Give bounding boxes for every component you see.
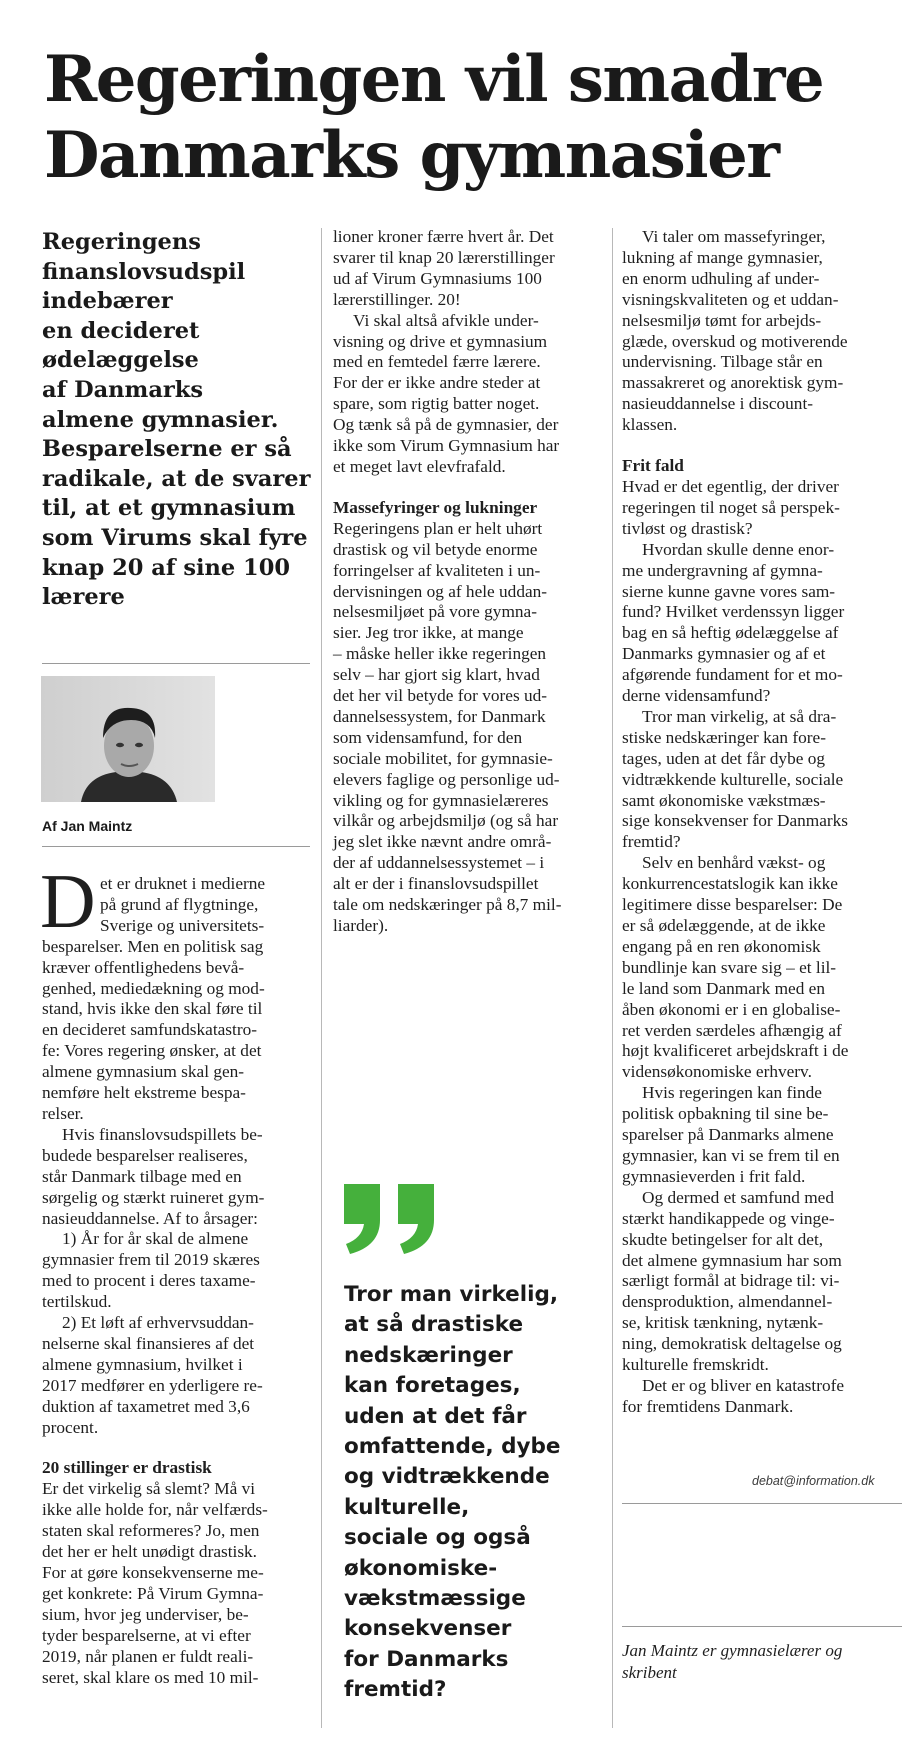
text-line: fremtid? xyxy=(622,832,681,852)
text-line: står Danmark tilbage med en xyxy=(42,1166,242,1186)
text-line: vidensøkonomiske erhverv. xyxy=(622,1062,812,1082)
text-line: densproduktion, almendannel- xyxy=(622,1292,833,1312)
text-line: relser. xyxy=(42,1103,84,1123)
divider xyxy=(622,1626,902,1627)
text-line: 2017 medfører en yderligere re- xyxy=(42,1375,263,1395)
text-line: selv – har gjort sig klart, hvad xyxy=(333,665,540,685)
text-line: det her vil betyde for vores ud- xyxy=(333,686,548,706)
text-line: Og dermed et samfund med xyxy=(642,1187,834,1207)
text-line: jeg slet ikke nævnt andre områ- xyxy=(333,832,552,852)
text-line: ning, demokratisk deltagelse og xyxy=(622,1334,842,1354)
pull-quote-line: Tror man virkelig, xyxy=(344,1282,559,1307)
text-line: Danmarks gymnasier og af et xyxy=(622,644,826,664)
lead-paragraph xyxy=(42,228,312,613)
text-line: nelsesmiljøet på vore gymna- xyxy=(333,602,537,622)
text-line: politisk opbakning til sine be- xyxy=(622,1104,829,1124)
text-line: Hvordan skulle denne enor- xyxy=(642,539,835,559)
text-line: – måske heller ikke regeringen xyxy=(333,644,547,664)
text-line: For der er ikke andre steder at xyxy=(333,373,541,393)
text-line: vikling og for gymnasielæreres xyxy=(333,790,549,810)
text-line: lærerstillinger. 20! xyxy=(333,289,461,309)
text-line: Er det virkelig så slemt? Må vi xyxy=(42,1479,256,1499)
text-line: visningskvaliteten og et uddan- xyxy=(622,289,839,309)
text-line: stiske nedskæringer kan fore- xyxy=(622,727,826,747)
paragraph-gap xyxy=(622,436,902,456)
paragraph-gap xyxy=(42,1438,312,1458)
text-line: bundlinje kan svare sig – et lil- xyxy=(622,957,837,977)
divider xyxy=(42,846,310,847)
headline-line: Regeringen vil smadre xyxy=(44,42,824,117)
text-line: 2) Et løft af erhvervsuddan- xyxy=(62,1313,254,1333)
text-line: elevers faglige og personlige ud- xyxy=(333,769,560,789)
text-line: seret, skal klare os med 10 mil- xyxy=(42,1667,259,1687)
text-line: sierne kunne gavne vores sam- xyxy=(622,581,836,601)
lead-line: Besparelserne er så xyxy=(42,436,292,463)
lead-line: Regeringens xyxy=(42,229,201,255)
text-line: Hvad er det egentlig, der driver xyxy=(622,476,839,496)
lead-line: af Danmarks xyxy=(42,376,204,403)
lead-line: lærere xyxy=(42,584,125,611)
text-line: nasieuddannelse. Af to årsager: xyxy=(42,1208,258,1228)
text-line: almene gymnasium, hvilket i xyxy=(42,1354,243,1374)
pull-quote-line: for Danmarks xyxy=(344,1646,509,1672)
pull-quote-line: fremtid? xyxy=(344,1677,447,1703)
lead-line: radikale, at de svarer xyxy=(42,465,311,492)
text-line: massakreret og anorektisk gym- xyxy=(622,373,844,393)
text-line: regeringen til noget så perspek- xyxy=(622,497,840,517)
byline: Af Jan Maintz xyxy=(42,818,133,834)
text-line: almene gymnasium skal gen- xyxy=(42,1062,245,1082)
text-line: lukning af mange gymnasier, xyxy=(622,247,823,267)
subheading: Massefyringer og lukninger xyxy=(333,497,538,517)
text-line: genhed, mediedækning og mod- xyxy=(42,978,265,998)
text-line: liarder). xyxy=(333,916,389,935)
pull-quote-line: og vidtrækkende xyxy=(344,1464,550,1490)
lead-line: en decideret xyxy=(42,317,200,344)
text-line: ret verden særdeles afhængig af xyxy=(622,1020,842,1040)
text-line: der af uddannelsessystemet – i xyxy=(333,853,545,873)
subheading: 20 stillinger er drastisk xyxy=(42,1458,212,1478)
body-column-1 xyxy=(42,874,312,1688)
pull-quote-line: økonomiske- xyxy=(344,1555,498,1581)
pull-quote-line: sociale og også xyxy=(344,1525,531,1551)
text-line: se, kritisk tænkning, nytænk- xyxy=(622,1313,824,1333)
text-line: det almene gymnasium har som xyxy=(622,1250,842,1270)
text-line: tivløst og drastisk? xyxy=(622,518,753,538)
lead-line: almene gymnasier. xyxy=(42,406,279,433)
text-line: en enorm udhuling af under- xyxy=(622,268,820,288)
text-line: Og tænk så på de gymnasier, der xyxy=(333,415,559,435)
lead-line: som Virums skal fyre xyxy=(42,524,308,551)
divider xyxy=(622,1503,902,1504)
text-line: Hvis finanslovsudspillets be- xyxy=(62,1124,263,1144)
text-line: glæde, overskud og motiverende xyxy=(622,331,848,351)
text-line: nelsesmiljø tømt for arbejds- xyxy=(622,310,822,330)
lead-line: ødelæggelse xyxy=(42,347,199,374)
text-line: legitimere disse besparelser: De xyxy=(622,895,843,915)
text-line: le land som Danmark med en xyxy=(622,978,825,998)
divider xyxy=(42,663,310,664)
headline-line: Danmarks gymnasier xyxy=(44,118,779,193)
text-line: staten skal reformeres? Jo, men xyxy=(42,1521,260,1541)
subheading: Frit fald xyxy=(622,456,684,476)
headline xyxy=(44,42,904,194)
pull-quote-line: vækstmæssige xyxy=(344,1586,526,1612)
text-line: spare, som rigtig batter noget. xyxy=(333,394,540,414)
text-line: get konkrete: På Virum Gymna- xyxy=(42,1583,264,1603)
text-line: åben økonomi er i en globalise- xyxy=(622,999,841,1019)
text-line: sium, hvor jeg underviser, be- xyxy=(42,1604,249,1624)
pull-quote-line: kulturelle, xyxy=(344,1494,470,1520)
text-line: tale om nedskæringer på 8,7 mil- xyxy=(333,895,562,915)
text-line: Vi taler om massefyringer, xyxy=(642,227,826,246)
text-line: er så ødelæggende, at de ikke xyxy=(622,916,826,935)
text-line: gymnasieverden i frit fald. xyxy=(622,1166,806,1186)
text-line: vidtrækkende kulturelle, sociale xyxy=(622,769,844,789)
text-line: lioner kroner færre hvert år. Det xyxy=(333,227,554,246)
lead-line: finanslovsudspil xyxy=(42,258,246,285)
text-line: fund? Hvilket verdenssyn ligger xyxy=(622,602,845,622)
lead-line: knap 20 af sine 100 xyxy=(42,554,291,581)
text-line: besparelser. Men en politisk sag xyxy=(42,936,264,956)
text-line: dannelsessystem, for Danmark xyxy=(333,706,546,726)
text-line: tyder besparelserne, at vi efter xyxy=(42,1625,251,1645)
pull-quote-line: nedskæringer xyxy=(344,1342,513,1368)
text-line: ud af Virum Gymnasiums 100 xyxy=(333,268,542,288)
body-column-3 xyxy=(622,227,902,1418)
text-line: gymnasier frem til 2019 skæres xyxy=(42,1250,260,1270)
text-line: gymnasier, kan vi se frem til en xyxy=(622,1145,840,1165)
text-line: vilkår og arbejdsmiljø (og så har xyxy=(333,811,559,831)
contact-email: debat@information.dk xyxy=(752,1474,875,1488)
paragraph-gap xyxy=(333,478,603,498)
text-line: et meget lavt elevfrafald. xyxy=(333,456,506,476)
text-line: stand, hvis ikke den skal føre til xyxy=(42,999,263,1019)
body-column-2 xyxy=(333,227,603,937)
text-line: undervisning. Tilbage står en xyxy=(622,352,823,372)
text-line: ikke som Virum Gymnasium har xyxy=(333,436,560,456)
text-line: højt kvalificeret arbejdskraft i de xyxy=(622,1041,849,1061)
text-line: kræver offentlighedens bevå- xyxy=(42,957,245,977)
quotation-mark-icon xyxy=(340,1180,450,1260)
text-line: nemføre helt ekstreme bespa- xyxy=(42,1083,246,1103)
text-line: Sverige og universitets- xyxy=(100,915,265,935)
text-line: sige konsekvenser for Danmarks xyxy=(622,811,849,831)
text-line: For at gøre konsekvenserne me- xyxy=(42,1563,264,1582)
pull-quote-line: omfattende, dybe xyxy=(344,1434,561,1460)
pull-quote-line: at så drastiske xyxy=(344,1312,524,1338)
text-line: nasieuddannelse i discount- xyxy=(622,394,814,414)
text-line: et er druknet i medierne xyxy=(100,874,266,893)
text-line: Regeringens plan er helt uhørt xyxy=(333,518,543,538)
text-line: ikke alle holde for, når velfærds- xyxy=(42,1500,268,1520)
text-line: kulturelle fremskridt. xyxy=(622,1355,769,1375)
bio-line: Jan Maintz er gymnasielærer og xyxy=(622,1641,843,1660)
text-line: alt er der i finanslovsudspillet xyxy=(333,874,539,894)
pull-quote-line: konsekvenser xyxy=(344,1616,512,1642)
portrait-image xyxy=(41,676,215,802)
text-line: duktion af taxametret med 3,6 xyxy=(42,1396,250,1416)
text-line: med to procent i deres taxame- xyxy=(42,1271,256,1291)
text-line: samt økonomiske vækstmæs- xyxy=(622,790,826,810)
text-line: konkurrencestatslogik kan ikke xyxy=(622,874,838,894)
text-line: med en femtedel færre lærere. xyxy=(333,352,541,372)
text-line: procent. xyxy=(42,1417,99,1437)
text-line: på grund af flygtninge, xyxy=(100,894,259,914)
text-line: som vidensamfund, for den xyxy=(333,727,523,747)
text-line: 1) År for år skal de almene xyxy=(62,1229,249,1249)
lead-line: indebærer xyxy=(42,288,173,315)
text-line: engang på en ren økonomisk xyxy=(622,936,821,956)
text-line: Tror man virkelig, at så dra- xyxy=(642,706,837,726)
text-line: drastisk og vil betyde enorme xyxy=(333,539,538,559)
text-line: for fremtidens Danmark. xyxy=(622,1396,794,1416)
text-line: skudte betingelser for alt det, xyxy=(622,1229,824,1249)
text-line: svarer til knap 20 lærerstillinger xyxy=(333,247,555,267)
text-line: Hvis regeringen kan finde xyxy=(642,1083,822,1103)
column-divider xyxy=(321,228,322,1728)
text-line: sparelser på Danmarks almene xyxy=(622,1125,834,1145)
text-line: fe: Vores regering ønsker, at det xyxy=(42,1041,262,1061)
text-line: afgørende fundament for et mo- xyxy=(622,665,843,685)
text-line: visning og drive et gymnasium xyxy=(333,331,548,351)
text-line: sørgelig og stærkt ruineret gym- xyxy=(42,1187,265,1207)
text-line: tertilskud. xyxy=(42,1292,112,1312)
text-line: nelserne skal finansieres af det xyxy=(42,1333,255,1353)
text-line: forringelser af kvaliteten i un- xyxy=(333,560,541,580)
text-line: stærkt handikappede og vinge- xyxy=(622,1208,835,1228)
text-line: Selv en benhård vækst- og xyxy=(642,853,826,873)
pull-quote-line: uden at det får xyxy=(344,1403,527,1429)
text-line: 2019, når planen er fuldt reali- xyxy=(42,1646,254,1666)
pull-quote xyxy=(344,1280,614,1706)
text-line: dervisningen og af hele uddan- xyxy=(333,581,548,601)
text-line: det her er helt unødigt drastisk. xyxy=(42,1542,258,1562)
text-line: budede besparelser realiseres, xyxy=(42,1145,248,1165)
pull-quote-line: kan foretages, xyxy=(344,1373,521,1399)
text-line: derne vidensamfund? xyxy=(622,686,771,706)
text-line: tages, uden at det får dybe og xyxy=(622,748,825,768)
text-line: me undergravning af gymna- xyxy=(622,560,823,580)
lead-line: til, at et gymnasium xyxy=(42,495,296,522)
author-bio xyxy=(622,1640,902,1684)
text-line: bag en så heftig ødelæggelse af xyxy=(622,623,839,643)
text-line: særligt formål at bidrage til: vi- xyxy=(622,1271,840,1291)
author-photo xyxy=(41,676,215,802)
bio-line: skribent xyxy=(622,1663,677,1682)
text-line: sociale mobilitet, for gymnasie- xyxy=(333,748,553,768)
text-line: Vi skal altså afvikle under- xyxy=(353,310,539,330)
text-line: Det er og bliver en katastrofe xyxy=(642,1375,845,1395)
drop-cap: D xyxy=(40,858,96,944)
text-line: klassen. xyxy=(622,415,678,435)
text-line: sier. Jeg tror ikke, at mange xyxy=(333,623,524,643)
text-line: en decideret samfundskatastro- xyxy=(42,1020,257,1040)
